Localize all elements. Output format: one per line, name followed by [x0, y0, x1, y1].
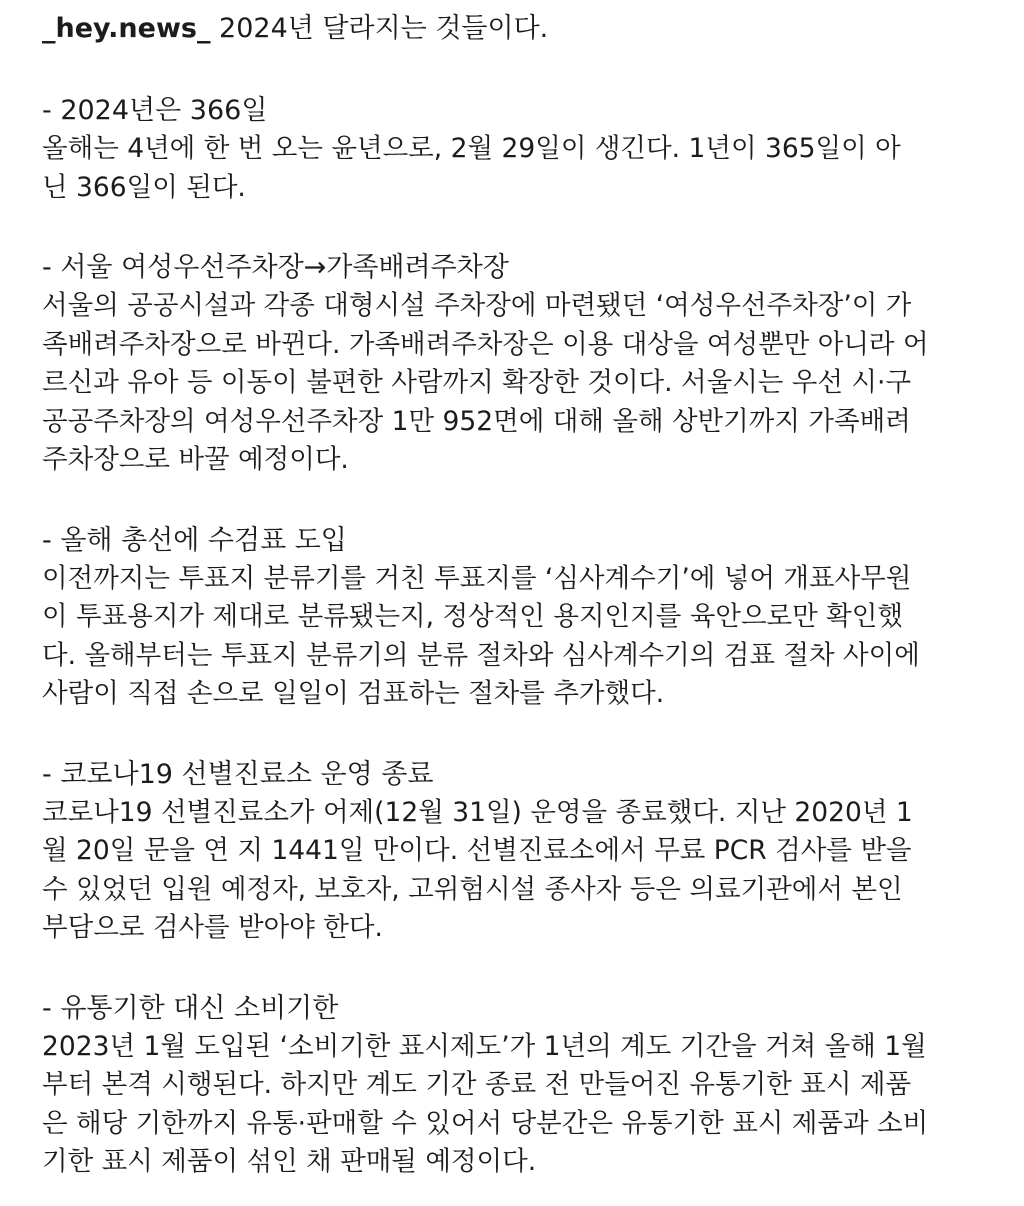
section-body [42, 1028, 982, 1182]
body-line: 닌 366일이 된다. [42, 171, 246, 203]
caption-header [42, 8, 982, 50]
section-body [42, 287, 982, 480]
body-line: 코로나19 선별진료소가 어제(12월 31일) 운영을 종료했다. 지난 2020년 1 [42, 796, 913, 828]
section-title: - 서울 여성우선주차장→가족배려주차장 [42, 252, 509, 283]
body-line: 부담으로 검사를 받아야 한다. [42, 912, 383, 943]
body-line: 서울의 공공시설과 각종 대형시설 주차장에 마련됐던 ‘여성우선주차장’이 가 [42, 290, 912, 321]
body-line: 수 있었던 입원 예정자, 보호자, 고위험시설 종사자 등은 의료기관에서 본인 [42, 873, 903, 905]
body-line: 다. 올해부터는 투표지 분류기의 분류 절차와 심사계수기의 검표 절차 사이에 [42, 639, 920, 671]
section-title: - 코로나19 선별진료소 운영 종료 [42, 758, 434, 790]
post-caption [42, 8, 982, 1182]
body-line: 공공주차장의 여성우선주차장 1만 952면에 대해 올해 상반기까지 가족배려 [42, 405, 911, 437]
body-line: 르신과 유아 등 이동이 불편한 사람까지 확장한 것이다. 서울시는 우선 시·구 [42, 367, 912, 398]
section-body [42, 794, 982, 948]
body-line: 주차장으로 바꿀 예정이다. [42, 444, 349, 475]
body-line: 사람이 직접 손으로 일일이 검표하는 절차를 추가했다. [42, 678, 665, 709]
body-line: 월 20일 문을 연 지 1441일 만이다. 선별진료소에서 무료 PCR 검사를 받을 [42, 835, 912, 866]
body-line: 부터 본격 시행된다. 하지만 계도 기간 종료 전 만들어진 유통기한 표시 제품 [42, 1069, 912, 1100]
section-expiry-date [42, 990, 982, 1182]
headline-text: 2024년 달라지는 것들이다. [210, 13, 549, 44]
section-body [42, 560, 982, 714]
body-line: 족배려주차장으로 바뀐다. 가족배려주차장은 이용 대상을 여성뿐만 아니라 어 [42, 328, 929, 360]
section-body [42, 130, 982, 207]
section-title: - 유통기한 대신 소비기한 [42, 992, 339, 1024]
body-line: 이 투표용지가 제대로 분류됐는지, 정상적인 용지인지를 육안으로만 확인했 [42, 601, 903, 632]
body-line: 2023년 1월 도입된 ‘소비기한 표시제도’가 1년의 계도 기간을 거쳐 올해 1월 [42, 1030, 927, 1062]
body-line: 기한 표시 제품이 섞인 채 판매될 예정이다. [42, 1146, 537, 1177]
section-family-parking [42, 249, 982, 480]
body-line: 이전까지는 투표지 분류기를 거친 투표지를 ‘심사계수기’에 넣어 개표사무원 [42, 562, 912, 594]
section-title: - 2024년은 366일 [42, 95, 268, 126]
username-link[interactable]: _hey.news_ [42, 13, 211, 44]
section-covid-clinic [42, 756, 982, 948]
body-line: 올해는 4년에 한 번 오는 윤년으로, 2월 29일이 생긴다. 1년이 365일이 아 [42, 133, 901, 164]
section-hand-count [42, 522, 982, 714]
section-title: - 올해 총선에 수검표 도입 [42, 524, 347, 556]
section-leap-year [42, 92, 982, 207]
body-line: 은 해당 기한까지 유통·판매할 수 있어서 당분간은 유통기한 표시 제품과 소비 [42, 1107, 929, 1139]
